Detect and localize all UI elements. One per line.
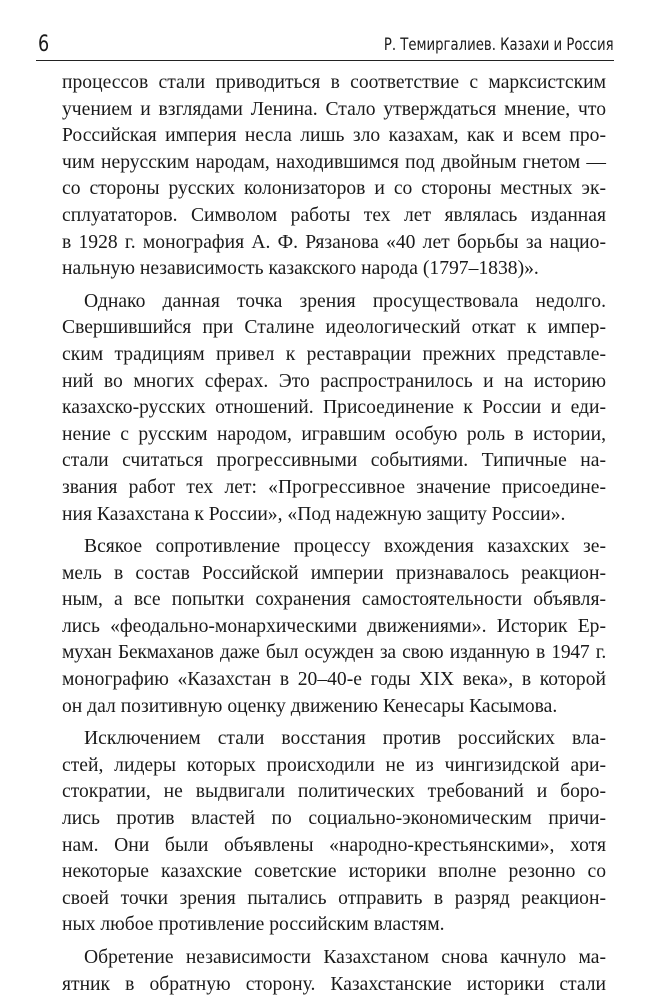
- text-line: в 1928 г. монография А. Ф. Рязанова «40 лет борьбы за нацио-: [62, 231, 606, 253]
- text-line: мель в состав Российской империи признавалось реакцион-: [62, 562, 606, 584]
- text-line: учением и взглядами Ленина. Стало утверждаться мнение, что: [62, 98, 606, 120]
- text-line: монографию «Казахстан в 20–40-е годы XIX века», в которой: [62, 669, 606, 691]
- text-line: мухан Бекмаханов даже был осужден за свою изданную в 1947 г.: [62, 642, 606, 664]
- header-rule: [36, 60, 614, 61]
- text-line: ным, а все попытки сохранения самостоятельности объявля-: [62, 589, 606, 611]
- text-line: нальную независимость казакского народа (1797–1838)».: [62, 258, 539, 280]
- text-line: нам. Они были объявлены «народно-крестьянскими», хотя: [62, 834, 606, 856]
- text-line: стократии, не выдвигали политических требований и боро-: [62, 781, 606, 803]
- paragraph-3: [62, 534, 606, 720]
- running-title: Р. Темиргалиев. Казахи и Россия: [384, 35, 614, 55]
- body-text: [62, 70, 606, 998]
- text-line: ским традициям привел к реставрации прежних представле-: [62, 343, 606, 365]
- text-line: Российская империя несла лишь зло казахам, как и всем про-: [62, 125, 606, 147]
- text-line: сплуататоров. Символом работы тех лет являлась изданная: [62, 204, 606, 226]
- text-line: Обретение независимости Казахстаном снова качнуло ма-: [84, 947, 606, 968]
- text-line: ния Казахстана к России», «Под надежную защиту России».: [62, 503, 566, 525]
- text-line: некоторые казахские советские историки вполне резонно со: [62, 861, 606, 883]
- text-line: ний во многих сферах. Это распространилось и на историю: [62, 370, 606, 392]
- text-line: нение с русским народом, игравшим особую роль в истории,: [62, 423, 606, 445]
- text-line: ных любое противление российским властям.: [62, 914, 445, 936]
- text-line: стали считаться прогрессивными событиями. Типичные на-: [62, 450, 606, 472]
- text-line: лись против властей по социально-экономическим причи-: [62, 808, 606, 830]
- text-line: Свершившийся при Сталине идеологический откат к импер-: [62, 317, 606, 339]
- text-line: казахско-русских отношений. Присоединение к России и еди-: [62, 397, 606, 419]
- text-line: Всякое сопротивление процессу вхождения казахских зе-: [84, 536, 606, 558]
- paragraph-2: [62, 289, 606, 528]
- text-line: Однако данная точка зрения просуществовала недолго.: [84, 290, 606, 312]
- text-line: своей точки зрения пытались отправить в разряд реакцион-: [62, 887, 606, 909]
- text-line: процессов стали приводиться в соответствие с марксистским: [62, 72, 606, 93]
- paragraph-5: [62, 945, 606, 998]
- page-number: 6: [38, 32, 49, 57]
- text-line: он дал позитивную оценку движению Кенесары Касымова.: [62, 695, 558, 717]
- text-line: звания работ тех лет: «Прогрессивное значение присоедине-: [62, 476, 606, 498]
- text-line: ятник в обратную сторону. Казахстанские историки стали: [62, 973, 606, 995]
- paragraph-4: [62, 726, 606, 939]
- text-line: стей, лидеры которых происходили не из чингизидской ари-: [62, 754, 606, 776]
- paragraph-1: [62, 70, 606, 283]
- text-line: лись «феодально-монархическими движениями». Историк Ер-: [62, 615, 606, 637]
- page-header: [36, 30, 614, 64]
- text-line: со стороны русских колонизаторов и со стороны местных эк-: [62, 178, 606, 200]
- text-line: чим нерусским народам, находившимся под двойным гнетом —: [62, 151, 606, 173]
- text-line: Исключением стали восстания против российских вла-: [84, 728, 606, 750]
